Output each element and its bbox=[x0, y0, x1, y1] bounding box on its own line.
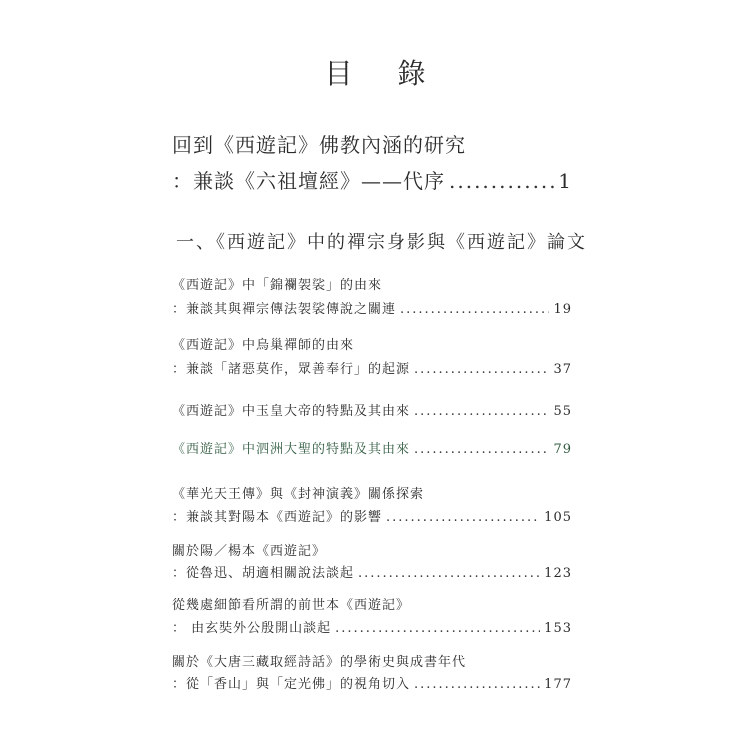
dot-leader bbox=[414, 677, 540, 692]
entry-title-line: 關於《大唐三藏取經詩話》的學術史與成書年代 bbox=[172, 655, 467, 670]
dot-leader bbox=[386, 510, 540, 525]
toc-entry-row bbox=[172, 673, 572, 692]
preface-subtitle-line: ：兼談《六祖壇經》——代序 bbox=[172, 169, 445, 193]
toc-entry-row bbox=[172, 358, 572, 377]
preface-title-line: 回到《西遊記》佛教內涵的研究 bbox=[172, 133, 466, 157]
entry-title-line: 關於陽／楊本《西遊記》 bbox=[172, 544, 327, 559]
page-number: 177 bbox=[544, 677, 572, 692]
section-heading: 一、《西遊記》中的禪宗身影與《西遊記》論文 bbox=[176, 232, 587, 253]
page-title: 目 錄 bbox=[324, 57, 444, 90]
dot-leader bbox=[414, 362, 549, 377]
toc-entry-row bbox=[172, 617, 572, 636]
page-number: 37 bbox=[553, 362, 572, 377]
dot-leader bbox=[449, 169, 554, 193]
entry-title-line: 《西遊記》中「錦襴袈裟」的由來 bbox=[172, 278, 383, 293]
entry-subtitle-line: ：從魯迅、胡適相關說法談起 bbox=[172, 566, 355, 581]
entry-title-line: 《西遊記》中玉皇大帝的特點及其由來 bbox=[172, 404, 411, 419]
page-number: 55 bbox=[553, 404, 572, 419]
dot-leader bbox=[335, 621, 540, 636]
dot-leader bbox=[400, 302, 549, 317]
toc-entry-row bbox=[172, 562, 572, 581]
dot-leader bbox=[414, 404, 549, 419]
entry-subtitle-line: ：兼談「諸惡莫作，眾善奉行」的起源 bbox=[172, 362, 411, 377]
page-number: 79 bbox=[553, 442, 572, 457]
page-number: 123 bbox=[544, 566, 572, 581]
entry-subtitle-line: ： 由玄奘外公殷開山談起 bbox=[172, 621, 332, 636]
entry-title-line: 《西遊記》中烏巢禪師的由來 bbox=[172, 338, 355, 353]
entry-subtitle-line: ：從「香山」與「定光佛」的視角切入 bbox=[172, 677, 411, 692]
page-number: 19 bbox=[553, 302, 572, 317]
entry-title-line: 《西遊記》中泗洲大聖的特點及其由來 bbox=[172, 442, 411, 457]
toc-entry-row bbox=[172, 438, 572, 457]
entry-subtitle-line: ：兼談其對陽本《西遊記》的影響 bbox=[172, 510, 383, 525]
entry-title-line: 從幾處細節看所謂的前世本《西遊記》 bbox=[172, 598, 411, 613]
page-number: 1 bbox=[558, 169, 572, 193]
page-number: 153 bbox=[544, 621, 572, 636]
toc-entry-row bbox=[172, 298, 572, 317]
preface-subtitle-row bbox=[172, 165, 572, 194]
toc-entry-row bbox=[172, 400, 572, 419]
page-number: 105 bbox=[544, 510, 572, 525]
dot-leader bbox=[358, 566, 540, 581]
entry-subtitle-line: ：兼談其與禪宗傳法袈裟傳說之關連 bbox=[172, 302, 397, 317]
entry-title-line: 《華光天王傳》與《封神演義》關係探索 bbox=[172, 487, 425, 502]
toc-entry-row bbox=[172, 506, 572, 525]
dot-leader bbox=[414, 442, 549, 457]
